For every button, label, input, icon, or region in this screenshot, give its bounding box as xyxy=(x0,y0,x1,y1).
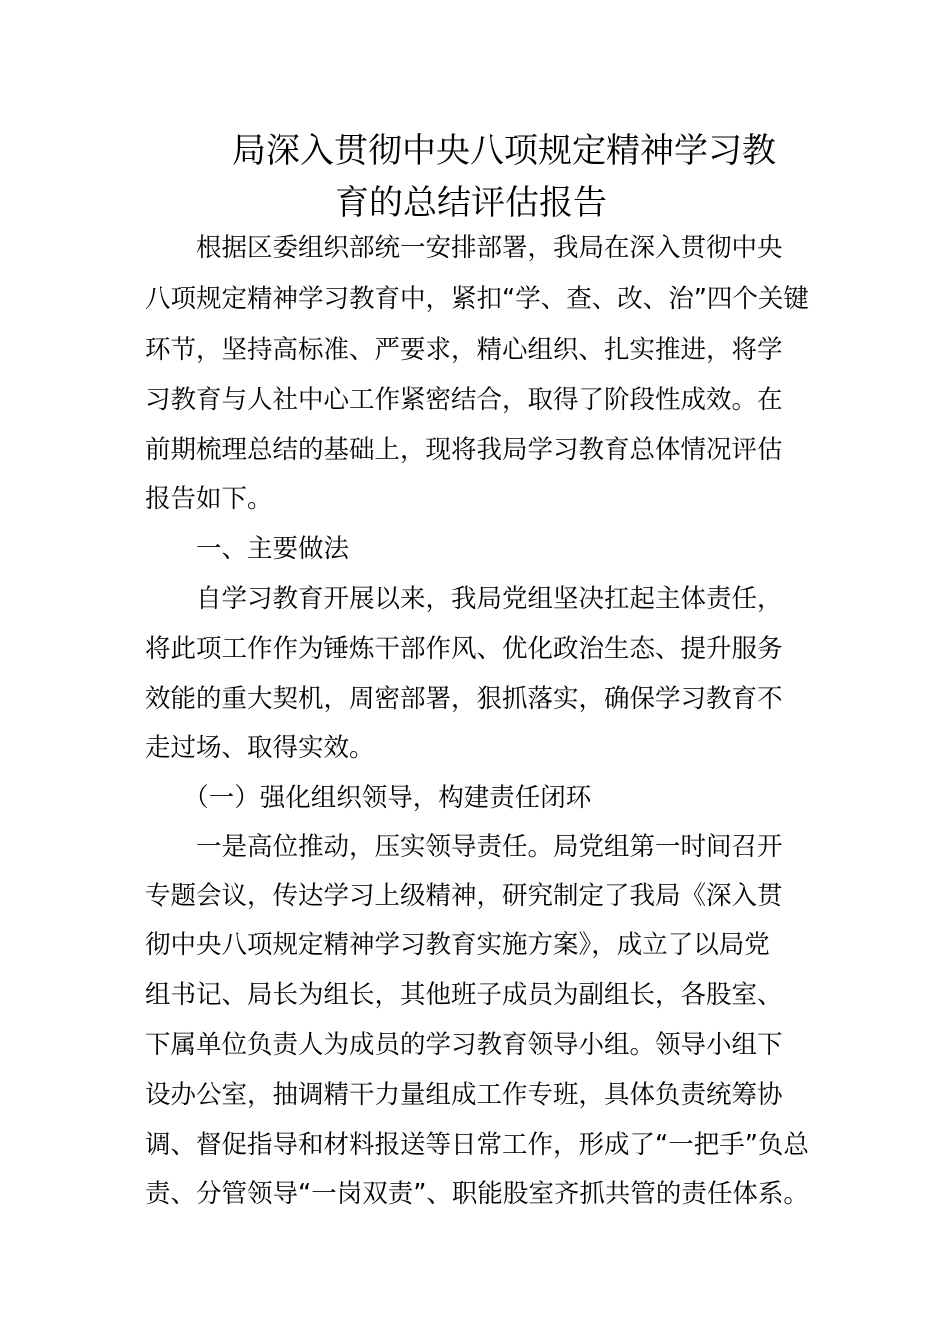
body-text-line: 八项规定精神学习教育中，紧扣“学、查、改、治”四个关键 xyxy=(145,284,809,314)
body-text-line: 一是高位推动，压实领导责任。局党组第一时间召开 xyxy=(145,832,783,862)
body-text-line: 组书记、局长为组长，其他班子成员为副组长，各股室、 xyxy=(145,980,783,1010)
body-text-line: 自学习教育开展以来，我局党组坚决扛起主体责任， xyxy=(145,584,783,614)
body-text-line: 将此项工作作为锤炼干部作风、优化政治生态、提升服务 xyxy=(145,634,783,664)
body-text-line: 专题会议，传达学习上级精神，研究制定了我局《深入贯 xyxy=(145,881,783,911)
body-text-line: 效能的重大契机，周密部署，狠抓落实，确保学习教育不 xyxy=(145,684,783,714)
body-text-line: 责、分管领导“一岗双责”、职能股室齐抓共管的责任体系。 xyxy=(145,1179,809,1209)
body-text-line: 设办公室，抽调精干力量组成工作专班，具体负责统筹协 xyxy=(145,1080,783,1110)
body-text-line: 调、督促指导和材料报送等日常工作，形成了“一把手”负总 xyxy=(145,1130,809,1160)
body-text-line: 下属单位负责人为成员的学习教育领导小组。领导小组下 xyxy=(145,1030,783,1060)
document-title-line-2: 育的总结评估报告 xyxy=(335,183,607,223)
body-text-line: 根据区委组织部统一安排部署，我局在深入贯彻中央 xyxy=(145,233,783,263)
body-text-line: 习教育与人社中心工作紧密结合，取得了阶段性成效。在 xyxy=(145,385,783,415)
body-text-line: 彻中央八项规定精神学习教育实施方案》，成立了以局党 xyxy=(145,930,770,960)
body-text-line: 走过场、取得实效。 xyxy=(145,733,375,763)
subsection-heading: （一）强化组织领导，构建责任闭环 xyxy=(145,783,592,813)
body-text-line: 环节，坚持高标准、严要求，精心组织、扎实推进，将学 xyxy=(145,335,783,365)
section-heading: 一、主要做法 xyxy=(145,534,350,564)
document-title-line-1: 局深入贯彻中央八项规定精神学习教 xyxy=(232,131,776,171)
body-text-line: 前期梳理总结的基础上，现将我局学习教育总体情况评估 xyxy=(145,435,783,465)
body-text-line: 报告如下。 xyxy=(145,484,273,514)
